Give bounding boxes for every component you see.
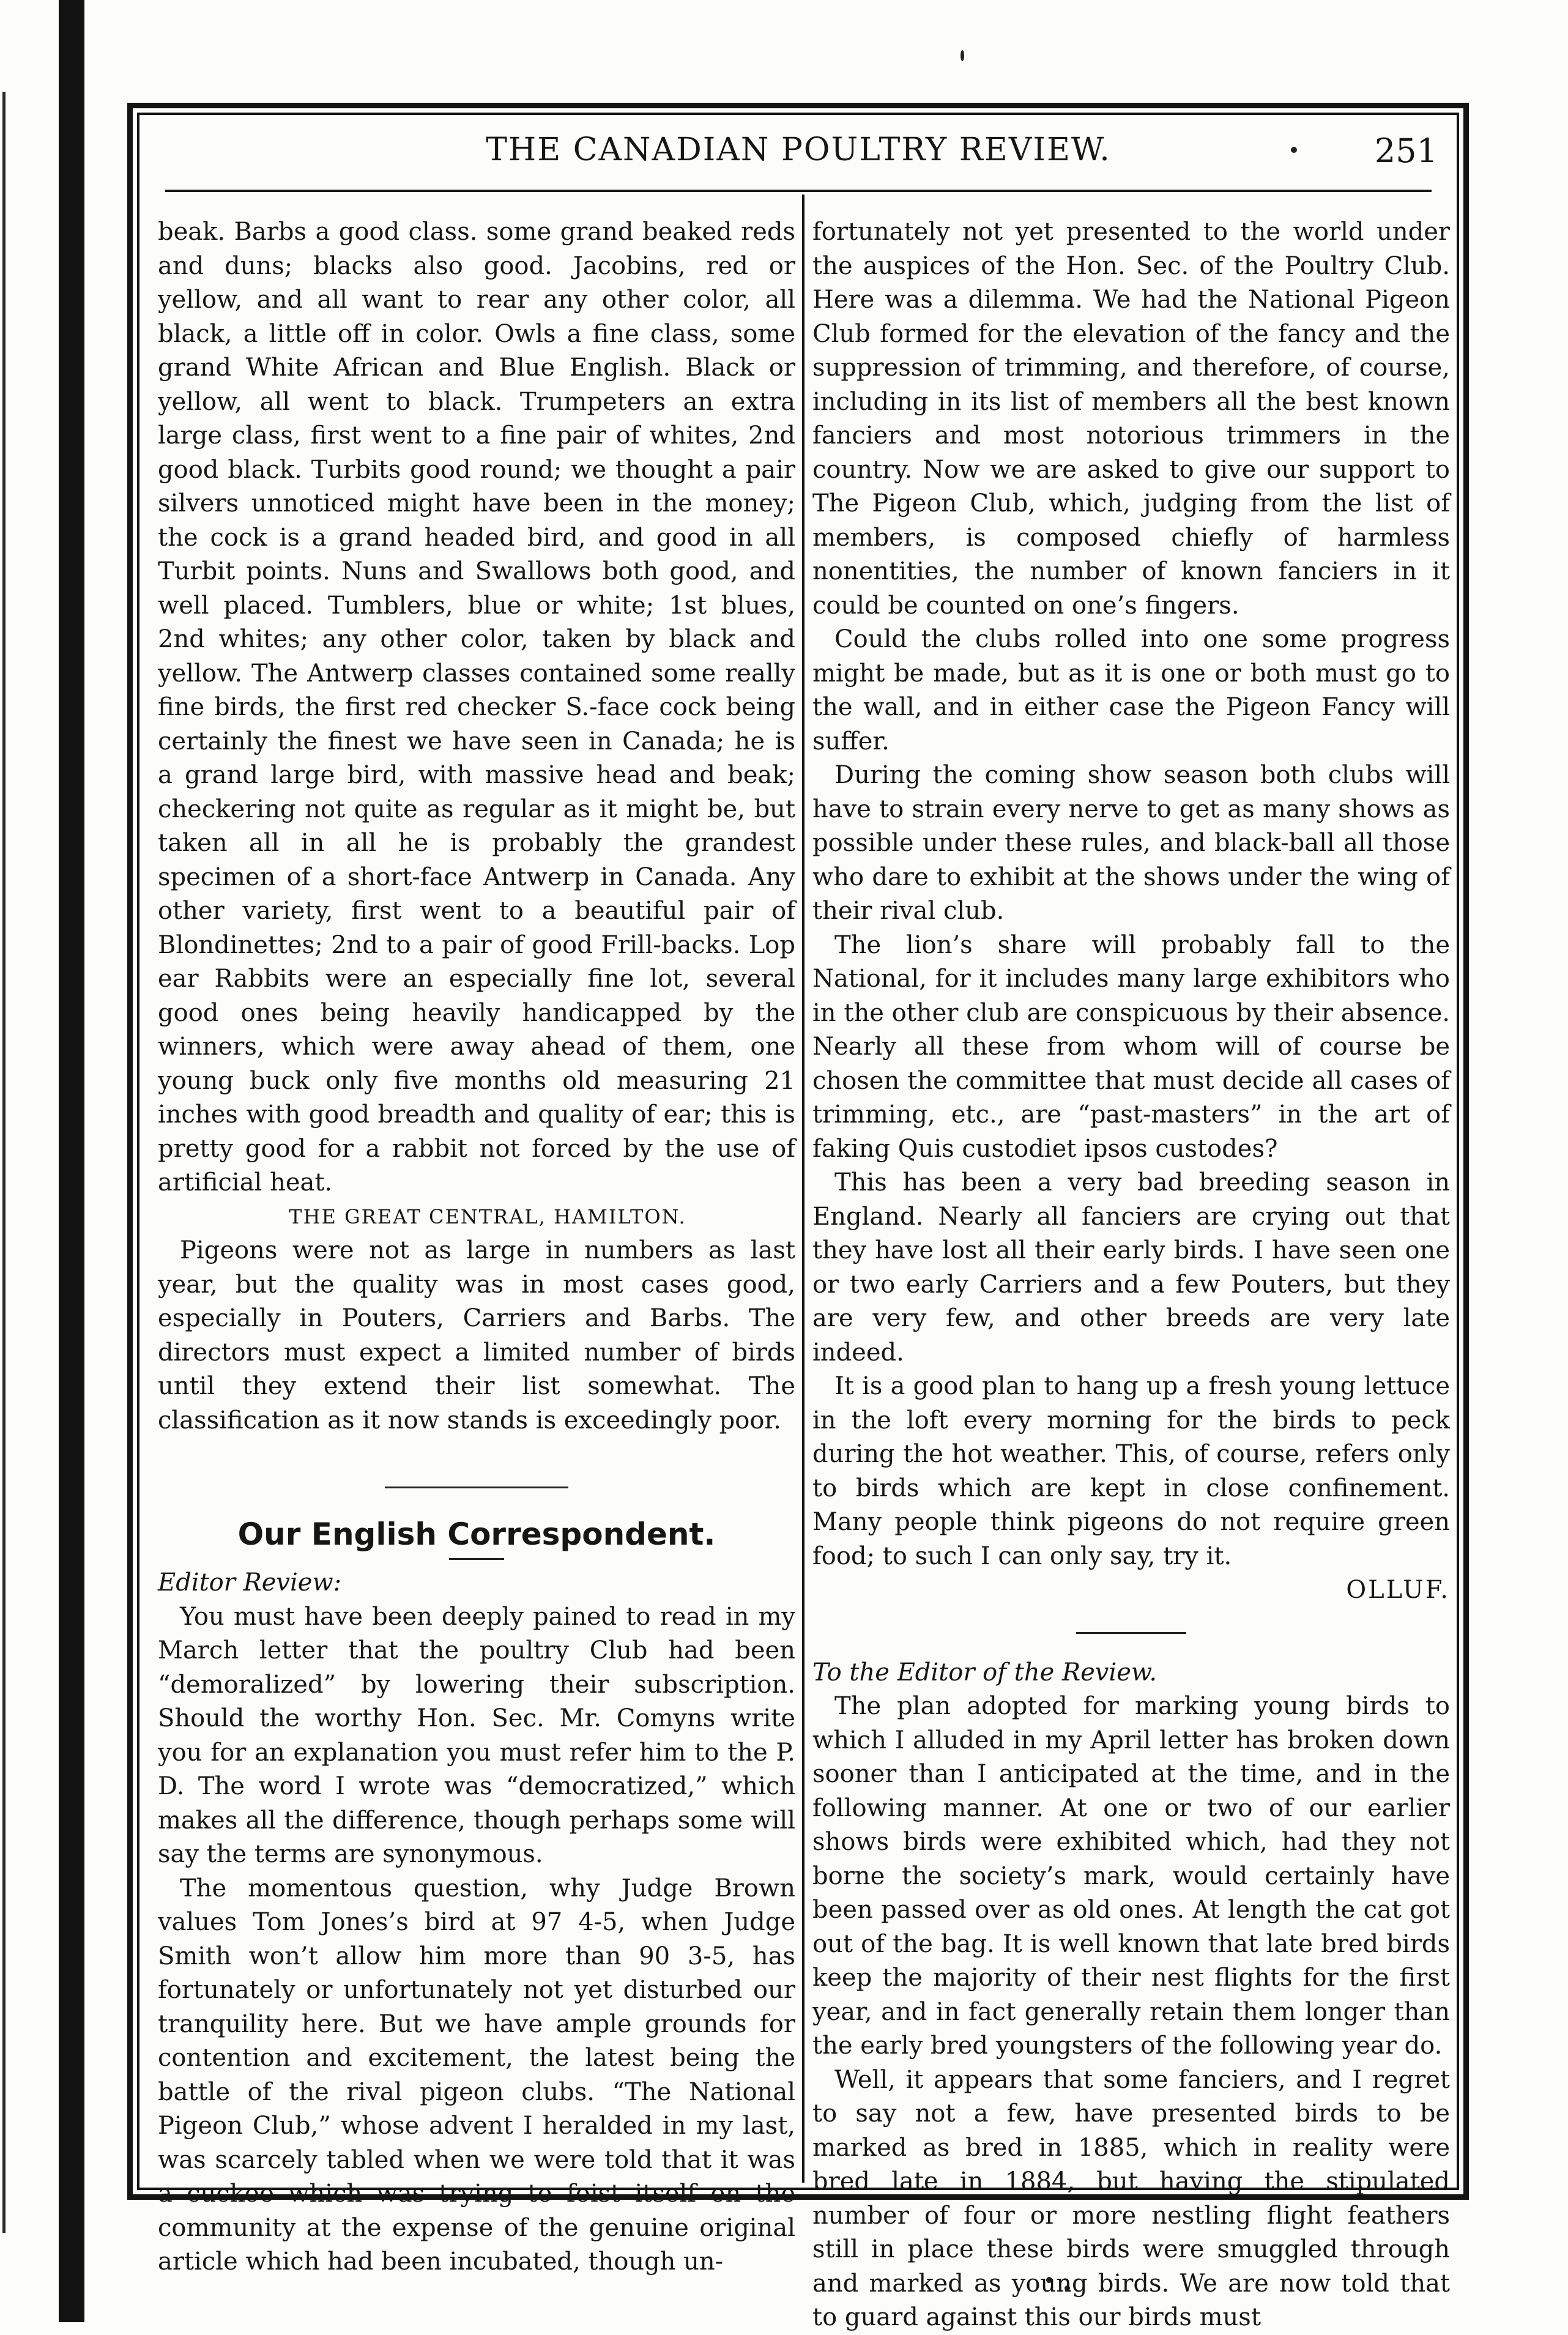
scan-speck bbox=[960, 50, 964, 61]
right-column bbox=[812, 215, 1450, 2335]
journal-title: THE CANADIAN POULTRY REVIEW. bbox=[486, 132, 1111, 168]
spacer bbox=[158, 1438, 795, 1487]
paragraph: It is a good plan to hang up a fresh young lettuce in the loft every morning for the birds to peck during the hot weather. This, of course, refers only to birds which are kept in close confinement. Many people think pigeons do not require green food; to such I can only say, try it. bbox=[812, 1372, 1450, 1570]
header-dot bbox=[1291, 147, 1297, 153]
column-heading: Our English Correspondent. bbox=[237, 1516, 716, 1552]
paragraph: beak. Barbs a good class. some grand beaked reds and duns; blacks also good. Jacobins, red or yellow, and all want to rear any other color, all black, a little off in color. Owls a fine class, some grand White African and Blue English. Black or yellow, all went to black. Trumpeters an extra large class, first went to a fine pair of whites, 2nd good black. Turbits good round; we thought a pair silvers unnoticed might have been in the money; the cock is a grand headed bird, and good in all Turbit points. Nuns and Swallows both good, and well placed. Tumblers, blue or white; 1st blues, 2nd whites; any other color, taken by black and yellow. The Antwerp classes contained some really fine birds, the first red checker S.-face cock being certainly the finest we have seen in Canada; he is a grand large bird, with massive head and beak; checkering not quite as regular as it might be, but taken all in all he is probably the grandest specimen of a short-face Antwerp in Canada. Any other variety, first went to a beautiful pair of Blondinettes; 2nd to a pair of good Frill-backs. Lop ear Rabbits were an especially fine lot, several good ones being heavily handicapped by the winners, which were away ahead of them, one young buck only five months old measuring 21 inches with good breadth and quality of ear; this is pretty good for a rabbit not forced by the use of artificial heat. bbox=[158, 218, 795, 1197]
paragraph: Could the clubs rolled into one some progress might be made, but as it is one or both must go to the wall, and in either case the Pigeon Fancy will suffer. bbox=[812, 625, 1450, 755]
paragraph: The momentous question, why Judge Brown values Tom Jones’s bird at 97 4-5, when Judge Smith won’t allow him more than 90 3-5, has fortunately or unfortunately not yet disturbed our tranquility here. But we have ample grounds for contention and excitement, the latest being the battle of the rival pigeon clubs. “The National Pigeon Club,” whose advent I heralded in my last, was scarcely tabled when we were told that it was a cuckoo which was trying to foist itself on the community at the expense of the genuine original article which had been incubated, though un- bbox=[158, 1874, 795, 2276]
paragraph: The lion’s share will probably fall to the National, for it includes many large exhibitors who in the other club are conspicuous by their absence. Nearly all these from whom will of course be chosen the committee that must decide all cases of trimming, etc., are “past-masters” in the art of faking Quis custodiet ipsos custodes? bbox=[812, 930, 1450, 1163]
paragraph: Pigeons were not as large in numbers as last year, but the quality was in most cases good, especially in Pouters, Carriers and Barbs. The directors must expect a limited number of birds until they extend their list somewhat. The classification as it now stands is exceedingly poor. bbox=[158, 1236, 795, 1435]
salutation: Editor Review: bbox=[158, 1568, 342, 1597]
header-rule bbox=[165, 190, 1432, 192]
running-header bbox=[159, 128, 1438, 184]
left-column bbox=[158, 215, 795, 2279]
scan-edge-bar bbox=[59, 0, 84, 2322]
salutation: To the Editor of the Review. bbox=[812, 1658, 1157, 1687]
heading-rule bbox=[449, 1558, 504, 1560]
scan-edge-line bbox=[2, 92, 6, 2233]
section-rule bbox=[385, 1487, 568, 1488]
paragraph: Well, it appears that some fanciers, and I regret to say not a few, have presented birds to be marked as bred in 1885, which in reality were bred late in 1884, but having the stipulated number of four or more nestling flight feathers still in place these birds were smuggled through and marked as young birds. We are now told that to guard against this our birds must bbox=[812, 2065, 1450, 2331]
paragraph: The plan adopted for marking young birds to which I alluded in my April letter has broken down sooner than I anticipated at the time, and in the following manner. At one or two of our earlier shows birds were exhibited which, had they not borne the society’s mark, would certainly have been passed over as old ones. At length the cat got out of the bag. It is well known that late bred birds keep the majority of their nest flights for the first year, and in fact generally retain them longer than the early bred youngsters of the following year do. bbox=[812, 1692, 1450, 2060]
page-number: 251 bbox=[1374, 132, 1438, 170]
paragraph: fortunately not yet presented to the world under the auspices of the Hon. Sec. of the Poultry Club. Here was a dilemma. We had the National Pigeon Club formed for the elevation of the fancy and the suppression of trimming, and therefore, of course, including in its list of members all the best known fanciers and most notorious trimmers in the country. Now we are asked to give our support to The Pigeon Club, which, judging from the list of members, is composed chiefly of harmless nonentities, the number of known fanciers in it could be counted on one’s fingers. bbox=[812, 218, 1450, 620]
paragraph: During the coming show season both clubs will have to strain every nerve to get as many shows as possible under these rules, and black-ball all those who dare to exhibit at the shows under the wing of their rival club. bbox=[812, 761, 1450, 925]
signature: OLLUF. bbox=[1346, 1576, 1450, 1604]
paragraph: You must have been deeply pained to read in my March letter that the poultry Club had been “demoralized” by lowering their subscription. Should the worthy Hon. Sec. Mr. Comyns write you for an explanation you must refer him to the P. D. The word I wrote was “democratized,” which makes all the difference, though perhaps some will say the terms are synonymous. bbox=[158, 1602, 795, 1868]
paragraph: This has been a very bad breeding season in England. Nearly all fanciers are crying out that they have lost all their early birds. I have seen one or two early Carriers and a few Pouters, but they are very few, and other breeds are very late indeed. bbox=[812, 1168, 1450, 1367]
column-divider bbox=[802, 195, 804, 2183]
section-title: THE GREAT CENTRAL, HAMILTON. bbox=[289, 1205, 686, 1228]
spacer bbox=[812, 1608, 1450, 1632]
spacer bbox=[812, 1634, 1450, 1656]
